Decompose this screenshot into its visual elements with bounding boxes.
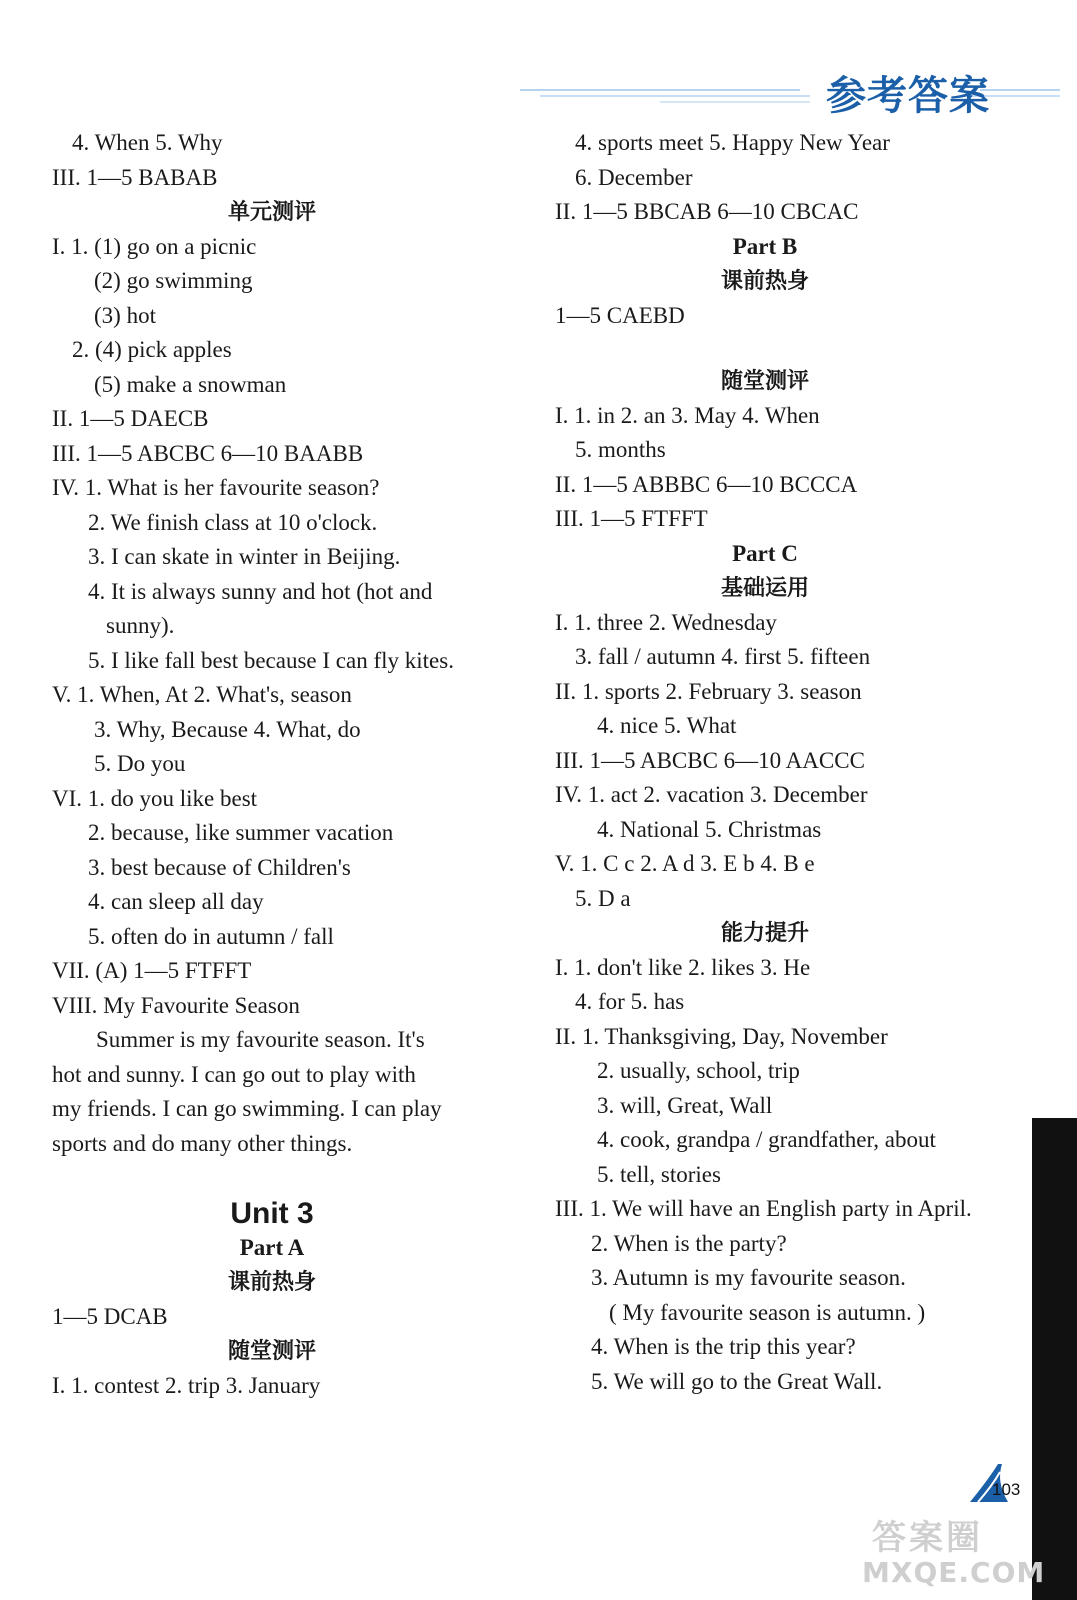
answer-line: III. 1—5 BABAB bbox=[52, 164, 218, 190]
part-heading: Part B bbox=[732, 233, 798, 259]
answer-line: 4. can sleep all day bbox=[88, 889, 264, 914]
answer-line: III. 1—5 ABCBC 6—10 AACCC bbox=[555, 747, 865, 773]
answer-line: V. 1. C c 2. A d 3. E b 4. B e bbox=[555, 851, 815, 877]
site-watermark bbox=[862, 1510, 1062, 1600]
answer-line: ( My favourite season is autumn. ) bbox=[609, 1299, 926, 1325]
answer-line: 3. will, Great, Wall bbox=[597, 1092, 773, 1118]
answer-line: II. 1—5 BBCAB 6—10 CBCAC bbox=[555, 199, 859, 224]
answer-line: 5. We will go to the Great Wall. bbox=[591, 1368, 883, 1394]
answer-line: I. 1. don't like 2. likes 3. He bbox=[555, 954, 811, 980]
section-heading: 课前热身 bbox=[720, 268, 809, 294]
answer-line: II. 1. sports 2. February 3. season bbox=[555, 678, 862, 704]
answer-line: 3. best because of Children's bbox=[88, 854, 351, 880]
answer-line: my friends. I can go swimming. I can play bbox=[52, 1096, 442, 1121]
answer-line: 2. (4) pick apples bbox=[72, 337, 232, 362]
answer-line: VIII. My Favourite Season bbox=[52, 992, 300, 1018]
answer-line: I. 1. (1) go on a picnic bbox=[52, 233, 257, 259]
watermark-logo-text: 答案圈 bbox=[872, 1518, 983, 1558]
answer-line: 4. It is always sunny and hot (hot and bbox=[88, 578, 433, 604]
answer-line: 5. months bbox=[575, 437, 666, 463]
answer-line: VII. (A) 1—5 FTFFT bbox=[52, 958, 252, 983]
answer-line: sports and do many other things. bbox=[52, 1130, 353, 1156]
answer-line: 3. I can skate in winter in Beijing. bbox=[88, 544, 401, 569]
part-heading: Part A bbox=[239, 1234, 305, 1260]
answer-line: II. 1—5 DAECB bbox=[52, 406, 209, 431]
answer-line: 3. fall / autumn 4. first 5. fifteen bbox=[575, 644, 871, 670]
answer-line: 4. When is the trip this year? bbox=[591, 1334, 856, 1360]
answer-line: 4. cook, grandpa / grandfather, about bbox=[597, 1127, 936, 1153]
answer-line: 4. sports meet 5. Happy New Year bbox=[575, 130, 890, 155]
answer-line: 1—5 CAEBD bbox=[555, 302, 685, 328]
answer-line: VI. 1. do you like best bbox=[52, 785, 258, 811]
answer-line: 2. because, like summer vacation bbox=[88, 820, 394, 845]
answer-line: III. 1. We will have an English party in April. bbox=[555, 1196, 972, 1222]
answer-line: 4. National 5. Christmas bbox=[597, 816, 822, 842]
unit-title: Unit 3 bbox=[230, 1197, 314, 1231]
answer-line: IV. 1. What is her favourite season? bbox=[52, 475, 380, 500]
answer-line: I. 1. in 2. an 3. May 4. When bbox=[555, 402, 820, 428]
section-heading: 随堂测评 bbox=[720, 368, 809, 395]
page-header-title: 参考答案 bbox=[826, 73, 990, 119]
answer-line: III. 1—5 FTFFT bbox=[555, 506, 708, 532]
answer-line: III. 1—5 ABCBC 6—10 BAABB bbox=[52, 440, 364, 466]
watermark-url: MXQE.COM bbox=[862, 1556, 1046, 1589]
answer-line: I. 1. three 2. Wednesday bbox=[555, 609, 777, 635]
answer-line: 5. often do in autumn / fall bbox=[88, 923, 334, 949]
page-number: 103 bbox=[992, 1480, 1021, 1499]
answer-line: hot and sunny. I can go out to play with bbox=[52, 1061, 416, 1087]
answer-line: Summer is my favourite season. It's bbox=[96, 1027, 425, 1052]
section-heading: 课前热身 bbox=[227, 1269, 316, 1296]
answer-line: 2. When is the party? bbox=[591, 1230, 787, 1256]
answer-line: 6. December bbox=[575, 164, 693, 190]
answer-line: 4. for 5. has bbox=[575, 989, 685, 1015]
answer-line: 2. usually, school, trip bbox=[597, 1058, 800, 1084]
section-heading: 单元测评 bbox=[227, 199, 316, 225]
section-heading: 基础运用 bbox=[720, 575, 809, 602]
answer-line: V. 1. When, At 2. What's, season bbox=[52, 682, 352, 707]
answer-line: IV. 1. act 2. vacation 3. December bbox=[555, 782, 868, 808]
answer-line: 4. nice 5. What bbox=[597, 713, 737, 739]
answer-line: sunny). bbox=[106, 613, 175, 638]
answer-line: 4. When 5. Why bbox=[72, 130, 223, 155]
answer-line: II. 1. Thanksgiving, Day, November bbox=[555, 1023, 888, 1049]
answer-line: 2. We finish class at 10 o'clock. bbox=[88, 509, 378, 535]
answer-line: 5. D a bbox=[575, 885, 631, 911]
answer-line: 5. tell, stories bbox=[597, 1161, 721, 1187]
section-heading: 随堂测评 bbox=[227, 1338, 316, 1365]
answer-line: (2) go swimming bbox=[94, 268, 253, 293]
answer-line: (3) hot bbox=[94, 302, 156, 328]
part-heading: Part C bbox=[732, 540, 798, 566]
answer-line: I. 1. contest 2. trip 3. January bbox=[52, 1372, 321, 1398]
answer-line: 1—5 DCAB bbox=[52, 1303, 168, 1329]
answer-line: 3. Why, Because 4. What, do bbox=[94, 716, 361, 742]
answer-line: II. 1—5 ABBBC 6—10 BCCCA bbox=[555, 471, 858, 497]
answer-line: 3. Autumn is my favourite season. bbox=[591, 1265, 906, 1291]
section-heading: 能力提升 bbox=[720, 920, 809, 947]
answer-line: (5) make a snowman bbox=[94, 371, 287, 397]
answer-line: 5. Do you bbox=[94, 751, 186, 776]
answer-line: 5. I like fall best because I can fly kites. bbox=[88, 647, 454, 673]
